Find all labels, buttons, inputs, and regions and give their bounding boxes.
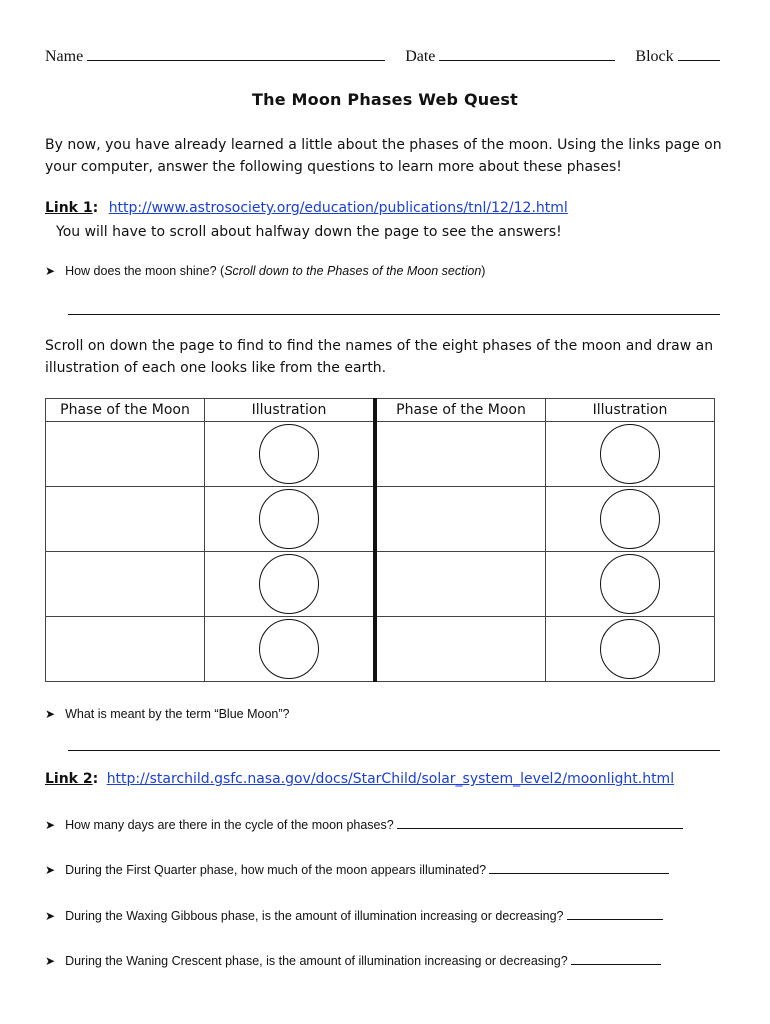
table-row [46,617,715,682]
moon-circle-icon [259,554,319,614]
table-row [46,552,715,617]
q1-text: How does the moon shine? ( [65,264,225,278]
illustration-cell[interactable] [546,487,715,552]
block-label: Block [635,48,674,65]
table-row [46,487,715,552]
block-field[interactable] [678,46,720,61]
q2-text: What is meant by the term “Blue Moon”? [65,707,290,721]
question-blue-moon [45,707,289,721]
table-header-phase-2: Phase of the Moon [375,399,546,422]
illustration-cell[interactable] [205,617,376,682]
phase-name-cell[interactable] [46,422,205,487]
answer-blank[interactable] [489,860,669,874]
q1-end: ) [481,264,486,278]
arrow-bullet-icon: ➤ [45,863,56,877]
illustration-cell[interactable] [205,552,376,617]
phase-name-cell[interactable] [46,617,205,682]
q1-italic: Scroll down to the Phases of the Moon section [224,264,482,278]
illustration-cell[interactable] [205,487,376,552]
arrow-bullet-icon: ➤ [45,707,56,721]
question-cycle-days [45,815,683,832]
date-label: Date [405,48,436,65]
question-moon-shine [45,264,485,278]
link1-note: You will have to scroll about halfway down the page to see the answers! [56,224,562,240]
phase-name-cell[interactable] [375,422,546,487]
illustration-cell[interactable] [546,552,715,617]
moon-phase-table [45,398,715,682]
moon-circle-icon [259,424,319,484]
illustration-cell[interactable] [546,617,715,682]
moon-circle-icon [600,489,660,549]
link1-label: Link 1 [45,200,93,216]
question-text: During the First Quarter phase, how much of the moon appears illuminated? [65,863,487,877]
question-text: How many days are there in the cycle of the moon phases? [65,818,394,832]
link2-label: Link 2 [45,771,93,787]
illustration-cell[interactable] [205,422,376,487]
moon-circle-icon [259,619,319,679]
moon-circle-icon [600,554,660,614]
link1-url[interactable]: http://www.astrosociety.org/education/publications/tnl/12/12.html [108,200,568,216]
phase-name-cell[interactable] [375,552,546,617]
answer-line-blue-moon[interactable] [68,736,720,751]
arrow-bullet-icon: ➤ [45,909,56,923]
page-title: The Moon Phases Web Quest [252,90,518,109]
answer-line-moon-shine[interactable] [68,300,720,315]
question-text: During the Waxing Gibbous phase, is the amount of illumination increasing or decreasing? [65,909,564,923]
link2-url[interactable]: http://starchild.gsfc.nasa.gov/docs/StarChild/solar_system_level2/moonlight.html [106,771,675,787]
moon-circle-icon [600,619,660,679]
phase-name-cell[interactable] [46,487,205,552]
intro-paragraph: By now, you have already learned a little about the phases of the moon. Using the links page on your computer, answer the following questions to learn more about these phases! [45,137,722,175]
arrow-bullet-icon: ➤ [45,264,56,278]
moon-circle-icon [259,489,319,549]
date-field[interactable] [439,46,615,61]
link1-row: Link 1: http://www.astrosociety.org/education/publications/tnl/12/12.html [45,200,568,216]
header-row [45,46,735,66]
table-row [46,422,715,487]
phase-name-cell[interactable] [375,617,546,682]
question-waning-crescent [45,951,661,968]
arrow-bullet-icon: ➤ [45,818,56,832]
table-header-phase-1: Phase of the Moon [46,399,205,422]
illustration-cell[interactable] [546,422,715,487]
answer-blank[interactable] [397,815,683,829]
table-header-illustration-2: Illustration [546,399,715,422]
question-text: During the Waning Crescent phase, is the amount of illumination increasing or decreasing? [65,954,568,968]
question-first-quarter [45,860,669,877]
phase-name-cell[interactable] [46,552,205,617]
question-waxing-gibbous [45,906,663,923]
moon-circle-icon [600,424,660,484]
answer-blank[interactable] [571,951,661,965]
link2-row: Link 2: http://starchild.gsfc.nasa.gov/docs/StarChild/solar_system_level2/moonlight.html [45,771,675,787]
answer-blank[interactable] [567,906,663,920]
arrow-bullet-icon: ➤ [45,954,56,968]
instructions-paragraph: Scroll on down the page to find to find the names of the eight phases of the moon and draw an illustration of each one looks like from the earth. [45,338,714,376]
name-label: Name [45,48,84,65]
name-field[interactable] [87,46,385,61]
table-header-row [46,399,715,422]
table-header-illustration-1: Illustration [205,399,376,422]
phase-name-cell[interactable] [375,487,546,552]
